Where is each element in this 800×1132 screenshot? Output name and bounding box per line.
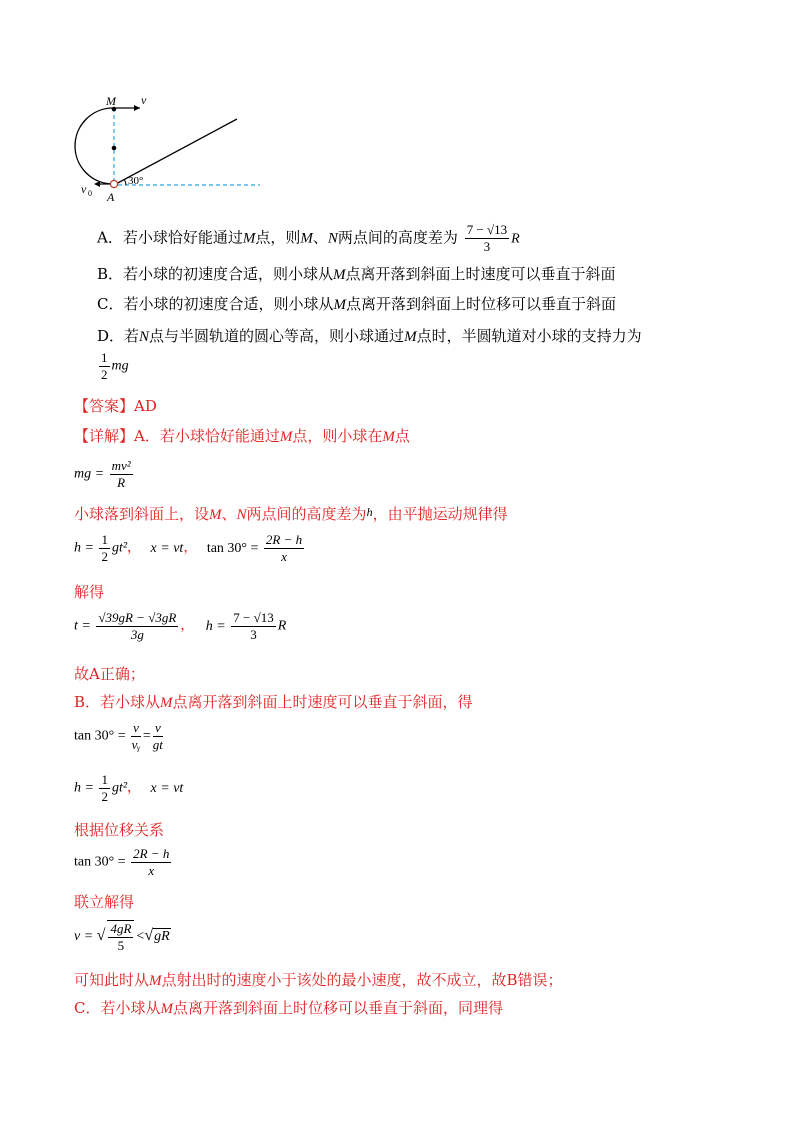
- detail-text: 解得: [74, 583, 105, 601]
- detail-label: 【详解】: [74, 427, 135, 445]
- fraction-denominator: x: [148, 863, 155, 878]
- var-M: M: [160, 695, 173, 711]
- fraction-numerator: 4gR: [110, 921, 132, 936]
- radical-icon: √: [144, 927, 154, 945]
- angle-arc: [124, 179, 126, 185]
- fraction: [153, 720, 163, 753]
- eq-lhs: tan 30° =: [74, 728, 126, 744]
- fraction: [96, 610, 178, 643]
- fraction-denominator: gt: [152, 737, 163, 752]
- equation-7: [74, 920, 171, 954]
- var-M: M: [149, 973, 162, 989]
- option-c-text: C．若小球的初速度合适，则小球从: [97, 295, 334, 313]
- option-d-text-3: 点时，半圆轨道对小球的支持力为: [416, 327, 642, 345]
- label-A: A: [107, 190, 115, 204]
- fraction-denominator: vᵧ: [131, 737, 141, 752]
- var-mg: mg: [111, 358, 129, 374]
- option-d-text-2: 点与半圆轨道的圆心等高，则小球通过: [149, 327, 405, 345]
- option-d: [97, 326, 642, 347]
- eq-lhs: h =: [74, 780, 94, 796]
- separator: 、: [221, 505, 237, 523]
- option-a-text: A．若小球恰好能通过: [97, 228, 243, 247]
- separator: ，: [127, 780, 142, 796]
- fraction-numerator: v: [133, 720, 139, 735]
- detail-text: 小球落到斜面上，设: [74, 505, 210, 523]
- var-M: M: [382, 429, 395, 445]
- option-a-text-3: 两点间的高度差为: [337, 228, 458, 247]
- var-M: M: [333, 297, 346, 313]
- solve-label: [74, 582, 104, 602]
- b-intro: [74, 692, 473, 713]
- eq-lhs: mg =: [74, 466, 105, 482]
- eq-lhs: h =: [74, 540, 94, 556]
- var-M: M: [160, 1001, 173, 1017]
- answer-value: AD: [134, 397, 157, 415]
- option-c-text-2: 点离开落到斜面上时位移可以垂直于斜面: [345, 295, 616, 313]
- fraction: [110, 458, 133, 491]
- eq-term: tan 30° =: [206, 540, 259, 556]
- eq-less-than: <: [136, 929, 145, 945]
- fraction-denominator: R: [117, 475, 126, 490]
- fraction-denominator: 2: [101, 367, 108, 382]
- option-a-text-2: 点，则: [255, 228, 301, 247]
- fraction-numerator: 2R − h: [265, 532, 303, 547]
- fraction-numerator: 1: [101, 772, 108, 787]
- var-R: R: [277, 618, 287, 634]
- option-b: [97, 264, 616, 285]
- equation-4: [74, 720, 165, 753]
- radical-icon: √: [96, 927, 106, 945]
- detail-text: 两点间的高度差为: [246, 505, 367, 523]
- var-h: h: [366, 505, 373, 519]
- fraction-denominator: 2: [101, 549, 108, 564]
- eq-term: x = vt: [150, 540, 184, 556]
- separator: ，: [180, 618, 195, 634]
- detail-text: 点离开落到斜面上时位移可以垂直于斜面，同理得: [172, 999, 503, 1017]
- fraction-numerator: v: [153, 720, 163, 737]
- detail-text: 点，则小球在: [292, 427, 383, 445]
- a-correct: [74, 664, 145, 684]
- eq-term: gR: [154, 929, 170, 945]
- eq-lhs: h =: [205, 618, 226, 634]
- var-M: M: [404, 329, 417, 345]
- fraction-denominator: x: [281, 549, 287, 564]
- fraction-numerator: 1: [101, 350, 108, 365]
- fraction-denominator: 3g: [130, 627, 144, 642]
- label-angle: 30°: [128, 175, 144, 187]
- equation-5: [74, 772, 183, 805]
- eq-term: x = vt: [150, 780, 184, 796]
- separator: ，: [183, 540, 198, 556]
- var-M: M: [300, 230, 313, 247]
- fraction-denominator: 3: [483, 239, 491, 254]
- detail-text: 可知此时从: [74, 971, 150, 989]
- fraction-numerator: 1: [101, 532, 108, 547]
- option-b-text-2: 点离开落到斜面上时速度可以垂直于斜面: [345, 265, 616, 283]
- eq-term: gt²: [111, 780, 128, 796]
- fraction: [99, 772, 110, 805]
- fraction: [131, 720, 141, 753]
- detail-text: 点离开落到斜面上时速度可以垂直于斜面，得: [172, 693, 473, 711]
- eq-term: gt²: [111, 540, 128, 556]
- ball-A: [110, 180, 117, 187]
- fraction-numerator: √39gR − √3gR: [98, 610, 177, 625]
- combine-label: [74, 892, 134, 912]
- fraction-numerator: 2R − h: [133, 846, 170, 861]
- answer-line: [74, 396, 157, 416]
- displacement-relation: [74, 820, 164, 840]
- label-v0: v: [81, 182, 87, 196]
- physics-figure: [60, 88, 280, 208]
- detail-text: 联立解得: [74, 893, 135, 911]
- fraction: [99, 532, 110, 565]
- fraction-denominator: 5: [117, 938, 125, 953]
- separator: 、: [312, 228, 328, 247]
- option-a: [97, 222, 520, 255]
- fraction: [231, 610, 275, 643]
- fraction-numerator: 7 − √13: [233, 610, 274, 625]
- c-intro: [74, 998, 503, 1019]
- fraction-denominator: 2: [101, 789, 108, 804]
- fraction-numerator: 7 − √13: [466, 222, 508, 237]
- fraction-numerator: mv²: [111, 458, 131, 473]
- eq-equals: =: [142, 728, 151, 744]
- label-M: M: [106, 94, 116, 108]
- detail-text: 故A正确；: [74, 665, 145, 683]
- var-N: N: [327, 230, 338, 247]
- equation-2: [74, 532, 306, 565]
- var-M: M: [333, 267, 346, 283]
- detail-text: 根据位移关系: [74, 821, 165, 839]
- var-N: N: [139, 329, 150, 345]
- fall-line: [74, 502, 508, 525]
- option-b-text: B．若小球的初速度合适，则小球从: [97, 265, 334, 283]
- detail-text: C．若小球从: [74, 999, 161, 1017]
- detail-text: 点射出时的速度小于该处的最小速度，故不成立，故B错误；: [161, 971, 563, 989]
- fraction: [465, 222, 509, 255]
- var-N: N: [236, 507, 247, 523]
- fraction: [99, 350, 110, 383]
- var-M: M: [209, 507, 222, 523]
- center-point: [112, 146, 117, 151]
- label-v: v: [141, 93, 147, 107]
- equation-3: [74, 610, 286, 643]
- detail-text: ，由平抛运动规律得: [372, 505, 508, 523]
- option-d-fraction-line: [97, 350, 129, 383]
- separator: ，: [127, 540, 142, 556]
- fraction-denominator: 3: [250, 627, 257, 642]
- b-conclusion: [74, 970, 563, 991]
- detail-text: B．若小球从: [74, 693, 161, 711]
- fraction: [107, 920, 134, 954]
- equation-6: [74, 846, 173, 879]
- detail-text: A．若小球恰好能通过: [134, 427, 280, 445]
- option-d-text: D．若: [97, 327, 140, 345]
- fraction: [264, 532, 304, 565]
- label-v0-sub: 0: [88, 189, 92, 198]
- semicircle-track: [75, 108, 113, 184]
- eq-lhs: v =: [74, 929, 94, 945]
- option-c: [97, 294, 616, 315]
- var-M: M: [242, 230, 256, 247]
- answer-label: 【答案】: [74, 397, 135, 415]
- fraction: [131, 846, 171, 879]
- var-R: R: [511, 231, 520, 247]
- eq-lhs: t =: [74, 618, 91, 634]
- detail-intro: [74, 426, 410, 447]
- eq-lhs: tan 30° =: [74, 854, 126, 870]
- var-M: M: [279, 429, 293, 445]
- equation-1: [74, 458, 135, 491]
- detail-text: 点: [394, 427, 410, 445]
